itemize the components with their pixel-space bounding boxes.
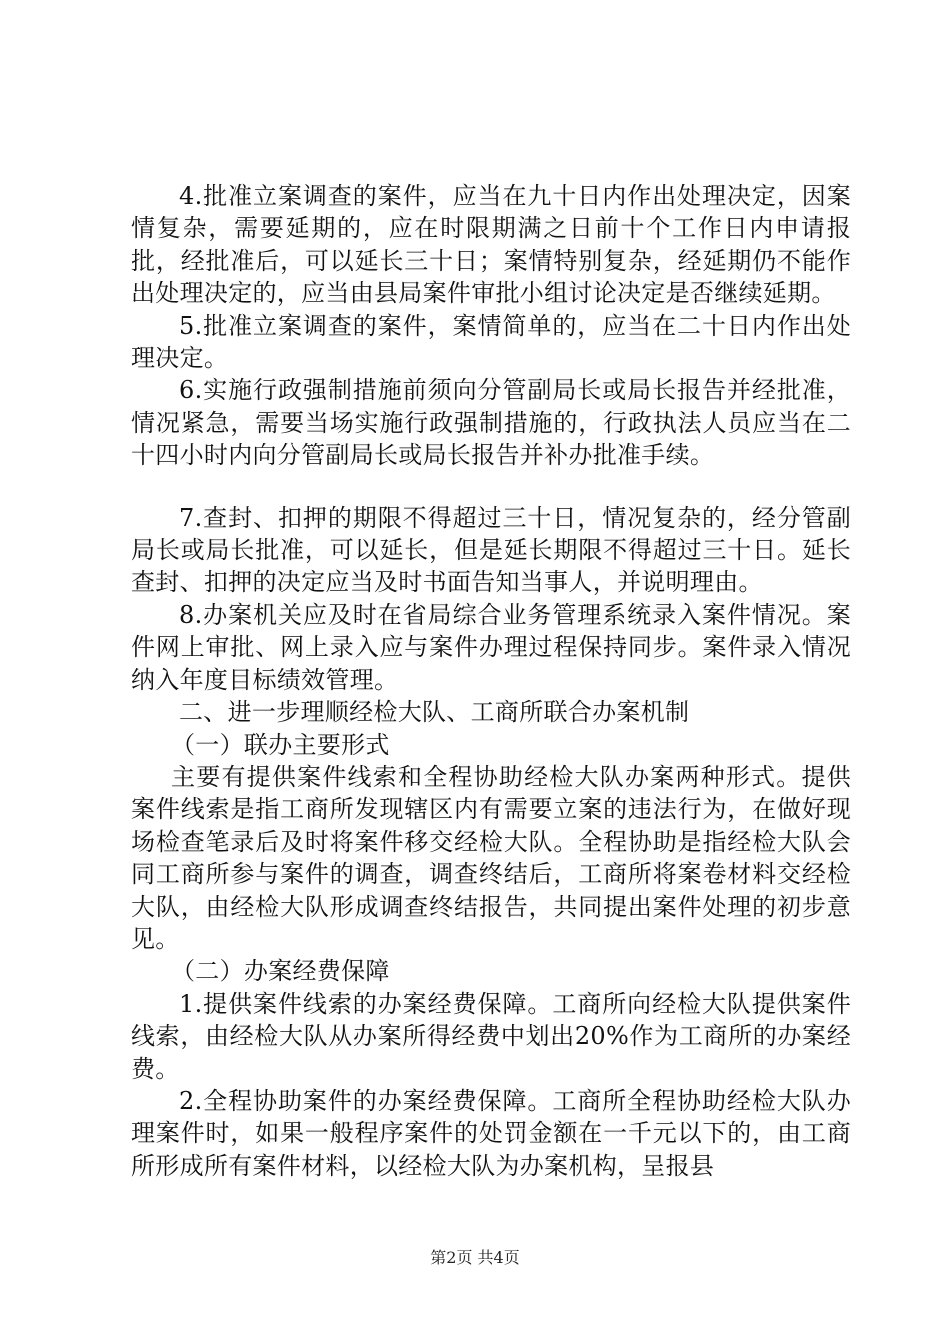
paragraph-item-4: 4.批准立案调查的案件，应当在九十日内作出处理决定，因案情复杂，需要延期的，应在时限期满之日前十个工作日内申请报批，经批准后，可以延长三十日；案情特别复杂，经延期仍不能作出处理决定的，应当由县局案件审批小组讨论决定是否继续延期。 bbox=[131, 182, 851, 308]
paragraph-joint-forms: 主要有提供案件线索和全程协助经检大队办案两种形式。提供案件线索是指工商所发现辖区内有需要立案的违法行为，在做好现场检查笔录后及时将案件移交经检大队。全程协助是指经检大队会同工商所参与案件的调查，调查终结后，工商所将案卷材料交经检大队，由经检大队形成调查终结报告，共同提出案件处理的初步意见。 bbox=[131, 762, 851, 953]
paragraph-item-5: 5.批准立案调查的案件，案情简单的，应当在二十日内作出处理决定。 bbox=[131, 311, 851, 373]
paragraph-funding-1: 1.提供案件线索的办案经费保障。工商所向经检大队提供案件线索，由经检大队从办案所得经费中划出20%作为工商所的办案经费。 bbox=[131, 989, 851, 1083]
subsection-heading-1: （一）联办主要形式 bbox=[171, 730, 390, 759]
paragraph-item-7: 7.查封、扣押的期限不得超过三十日，情况复杂的，经分管副局长或局长批准，可以延长，但是延长期限不得超过三十日。延长查封、扣押的决定应当及时书面告知当事人，并说明理由。 bbox=[131, 503, 851, 597]
paragraph-item-6: 6.实施行政强制措施前须向分管副局长或局长报告并经批准，情况紧急，需要当场实施行政强制措施的，行政执法人员应当在二十四小时内向分管副局长或局长报告并补办批准手续。 bbox=[131, 376, 851, 470]
paragraph-item-8: 8.办案机关应及时在省局综合业务管理系统录入案件情况。案件网上审批、网上录入应与案件办理过程保持同步。案件录入情况纳入年度目标绩效管理。 bbox=[131, 600, 851, 694]
subsection-heading-2: （二）办案经费保障 bbox=[171, 957, 390, 986]
paragraph-funding-2: 2.全程协助案件的办案经费保障。工商所全程协助经检大队办理案件时，如果一般程序案件的处罚金额在一千元以下的，由工商所形成所有案件材料，以经检大队为办案机构，呈报县 bbox=[131, 1086, 851, 1180]
paragraph-spacer bbox=[131, 472, 851, 502]
document-body bbox=[131, 180, 851, 1182]
page-number-footer: 第2页 共4页 bbox=[430, 1248, 520, 1267]
section-heading-2: 二、进一步理顺经检大队、工商所联合办案机制 bbox=[179, 698, 690, 727]
